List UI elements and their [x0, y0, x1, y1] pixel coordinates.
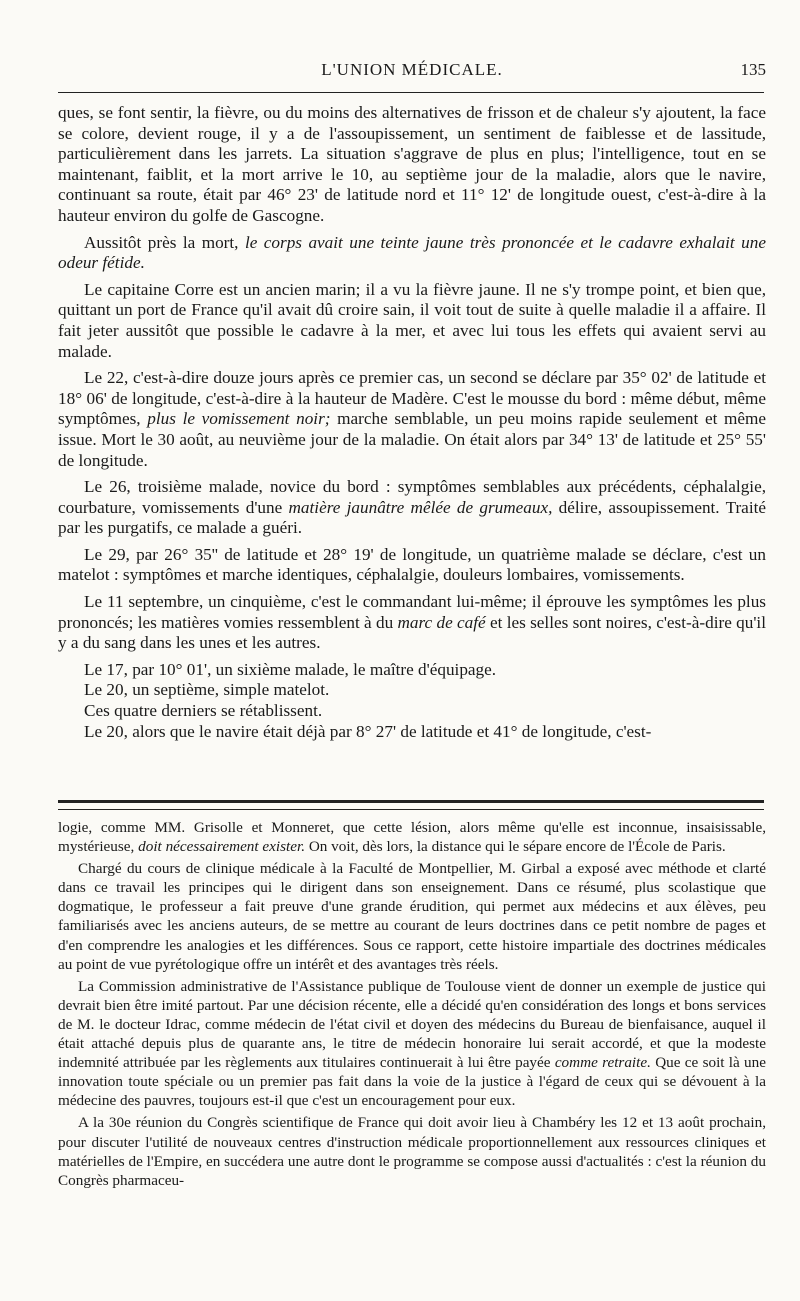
paragraph: logie, comme MM. Grisolle et Monneret, que cette lésion, alors même qu'elle est inconnue, insaisissable, mystérieuse, doit nécessairement exister. On voit, dès lors, la distance qui le sépare encore de l'École de Paris.	[58, 819, 766, 856]
feuilleton-text	[58, 818, 766, 1193]
running-header	[58, 56, 766, 84]
paragraph: Le 11 septembre, un cinquième, c'est le commandant lui-même; il éprouve les symptômes les plus prononcés; les matières vomies ressemblent à du marc de café et les selles sont noires, c'est-à-dire qu'il y a du sang dans les unes et les autres.	[58, 592, 766, 653]
paragraph: A la 30e réunion du Congrès scientifique de France qui doit avoir lieu à Chambéry les 12 et 13 août prochain, pour discuter l'utilité de nouveaux centres d'instruction médicale proportionnellement aux ressources cliniques et matérielles de l'Empire, en succédera une autre dont le programme se compose aussi d'actualités : c'est la réunion du Congrès pharmaceu-	[58, 1114, 766, 1189]
paragraph: Le 17, par 10° 01', un sixième malade, le maître d'équipage.	[84, 659, 497, 679]
paragraph: Aussitôt près la mort, le corps avait une teinte jaune très prononcée et le cadavre exhalait une odeur fétide.	[58, 232, 766, 273]
paragraph: Le 26, troisième malade, novice du bord : symptômes semblables aux précédents, céphalalgie, courbature, vomissements d'une matière jaunâtre mêlée de grumeaux, délire, assoupissement. Traité par les purgatifs, ce malade a guéri.	[58, 477, 766, 538]
main-text	[58, 103, 766, 742]
paragraph: ques, se font sentir, la fièvre, ou du moins des alternatives de frisson et de chaleur s'y ajoutent, la face se colore, devient rouge, il y a de l'assoupissement, un sentiment de faiblesse et de lassitude, particulièrement dans les jarrets. La situation s'aggrave de plus en plus; l'intelligence, tout en se maintenant, faiblit, et la mort arrive le 10, au septième jour de la maladie, alors que le navire, continuant sa route, était par 46° 23' de latitude nord et 11° 12' de longitude ouest, c'est-à-dire à la hauteur environ du golfe de Gascogne.	[58, 103, 766, 225]
journal-title: L'UNION MÉDICALE.	[321, 60, 503, 79]
paragraph: Chargé du cours de clinique médicale à la Faculté de Montpellier, M. Girbal a exposé avec méthode et clarté dans ce travail les principes qui le dirigent dans son enseignement. Dans ce résumé, plus scolastique que dogmatique, le professeur a fait preuve d'une grande érudition, qui permet aux médecins et aux élèves, peu familiarisés avec les anciens auteurs, de se mettre au courant de leurs doctrines dans ce petit nombre de pages et d'en comprendre les analogies et les différences. Sous ce rapport, cette histoire impartiale des doctrines médicales au point de vue pyrétologique offre un intérêt et des avantages très réels.	[58, 860, 766, 973]
paragraph: Le 22, c'est-à-dire douze jours après ce premier cas, un second se déclare par 35° 02' de latitude et 18° 06' de longitude, c'est-à-dire à la hauteur de Madère. C'est le mousse du bord : même début, même symptômes, plus le vomissement noir; marche semblable, un peu moins rapide seulement et même issue. Mort le 30 août, au neuvième jour de la maladie. On était alors par 34° 13' de latitude et 25° 55' de longitude.	[58, 368, 766, 470]
paragraph: La Commission administrative de l'Assistance publique de Toulouse vient de donner un exemple de justice qui devrait bien être imité partout. Par une décision récente, elle a décidé qu'en considération des longs et bons services de M. le docteur Idrac, comme médecin de l'état civil et doyen des médecins du Bureau de bienfaisance, auquel il était attaché depuis plus de quarante ans, le titre de médecin honoraire lui serait accordé, et que la modeste indemnité attribuée par les règlements aux titulaires continuerait à lui être payée comme retraite. Que ce soit là une innovation toute spéciale ou un premier pas fait dans la voie de la justice à l'égard de ceux qui se dévouent à la médecine des pauvres, toujours est-il que c'est un encouragement pour eux.	[58, 977, 766, 1110]
header-rule	[58, 92, 764, 93]
paragraph: Le capitaine Corre est un ancien marin; il a vu la fièvre jaune. Il ne s'y trompe point, et bien que, quittant un port de France qu'il avait dû croire sain, il voit tout de suite à quelle maladie il a affaire. Il fait jeter aussitôt que possible le cadavre à la mer, et avec lui tous les effets qui avaient servi au malade.	[58, 279, 766, 361]
page-number: 135	[740, 60, 766, 79]
paragraph: Le 29, par 26° 35'' de latitude et 28° 19' de longitude, un quatrième malade se déclare, c'est un matelot : symptômes et marche identiques, céphalalgie, douleurs lombaires, vomissements.	[58, 544, 766, 585]
paragraph: Ces quatre derniers se rétablissent.	[84, 701, 323, 721]
paragraph: Le 20, un septième, simple matelot.	[84, 680, 330, 700]
section-divider	[58, 800, 764, 810]
paragraph: Le 20, alors que le navire était déjà par 8° 27' de latitude et 41° de longitude, c'est-	[84, 721, 652, 741]
